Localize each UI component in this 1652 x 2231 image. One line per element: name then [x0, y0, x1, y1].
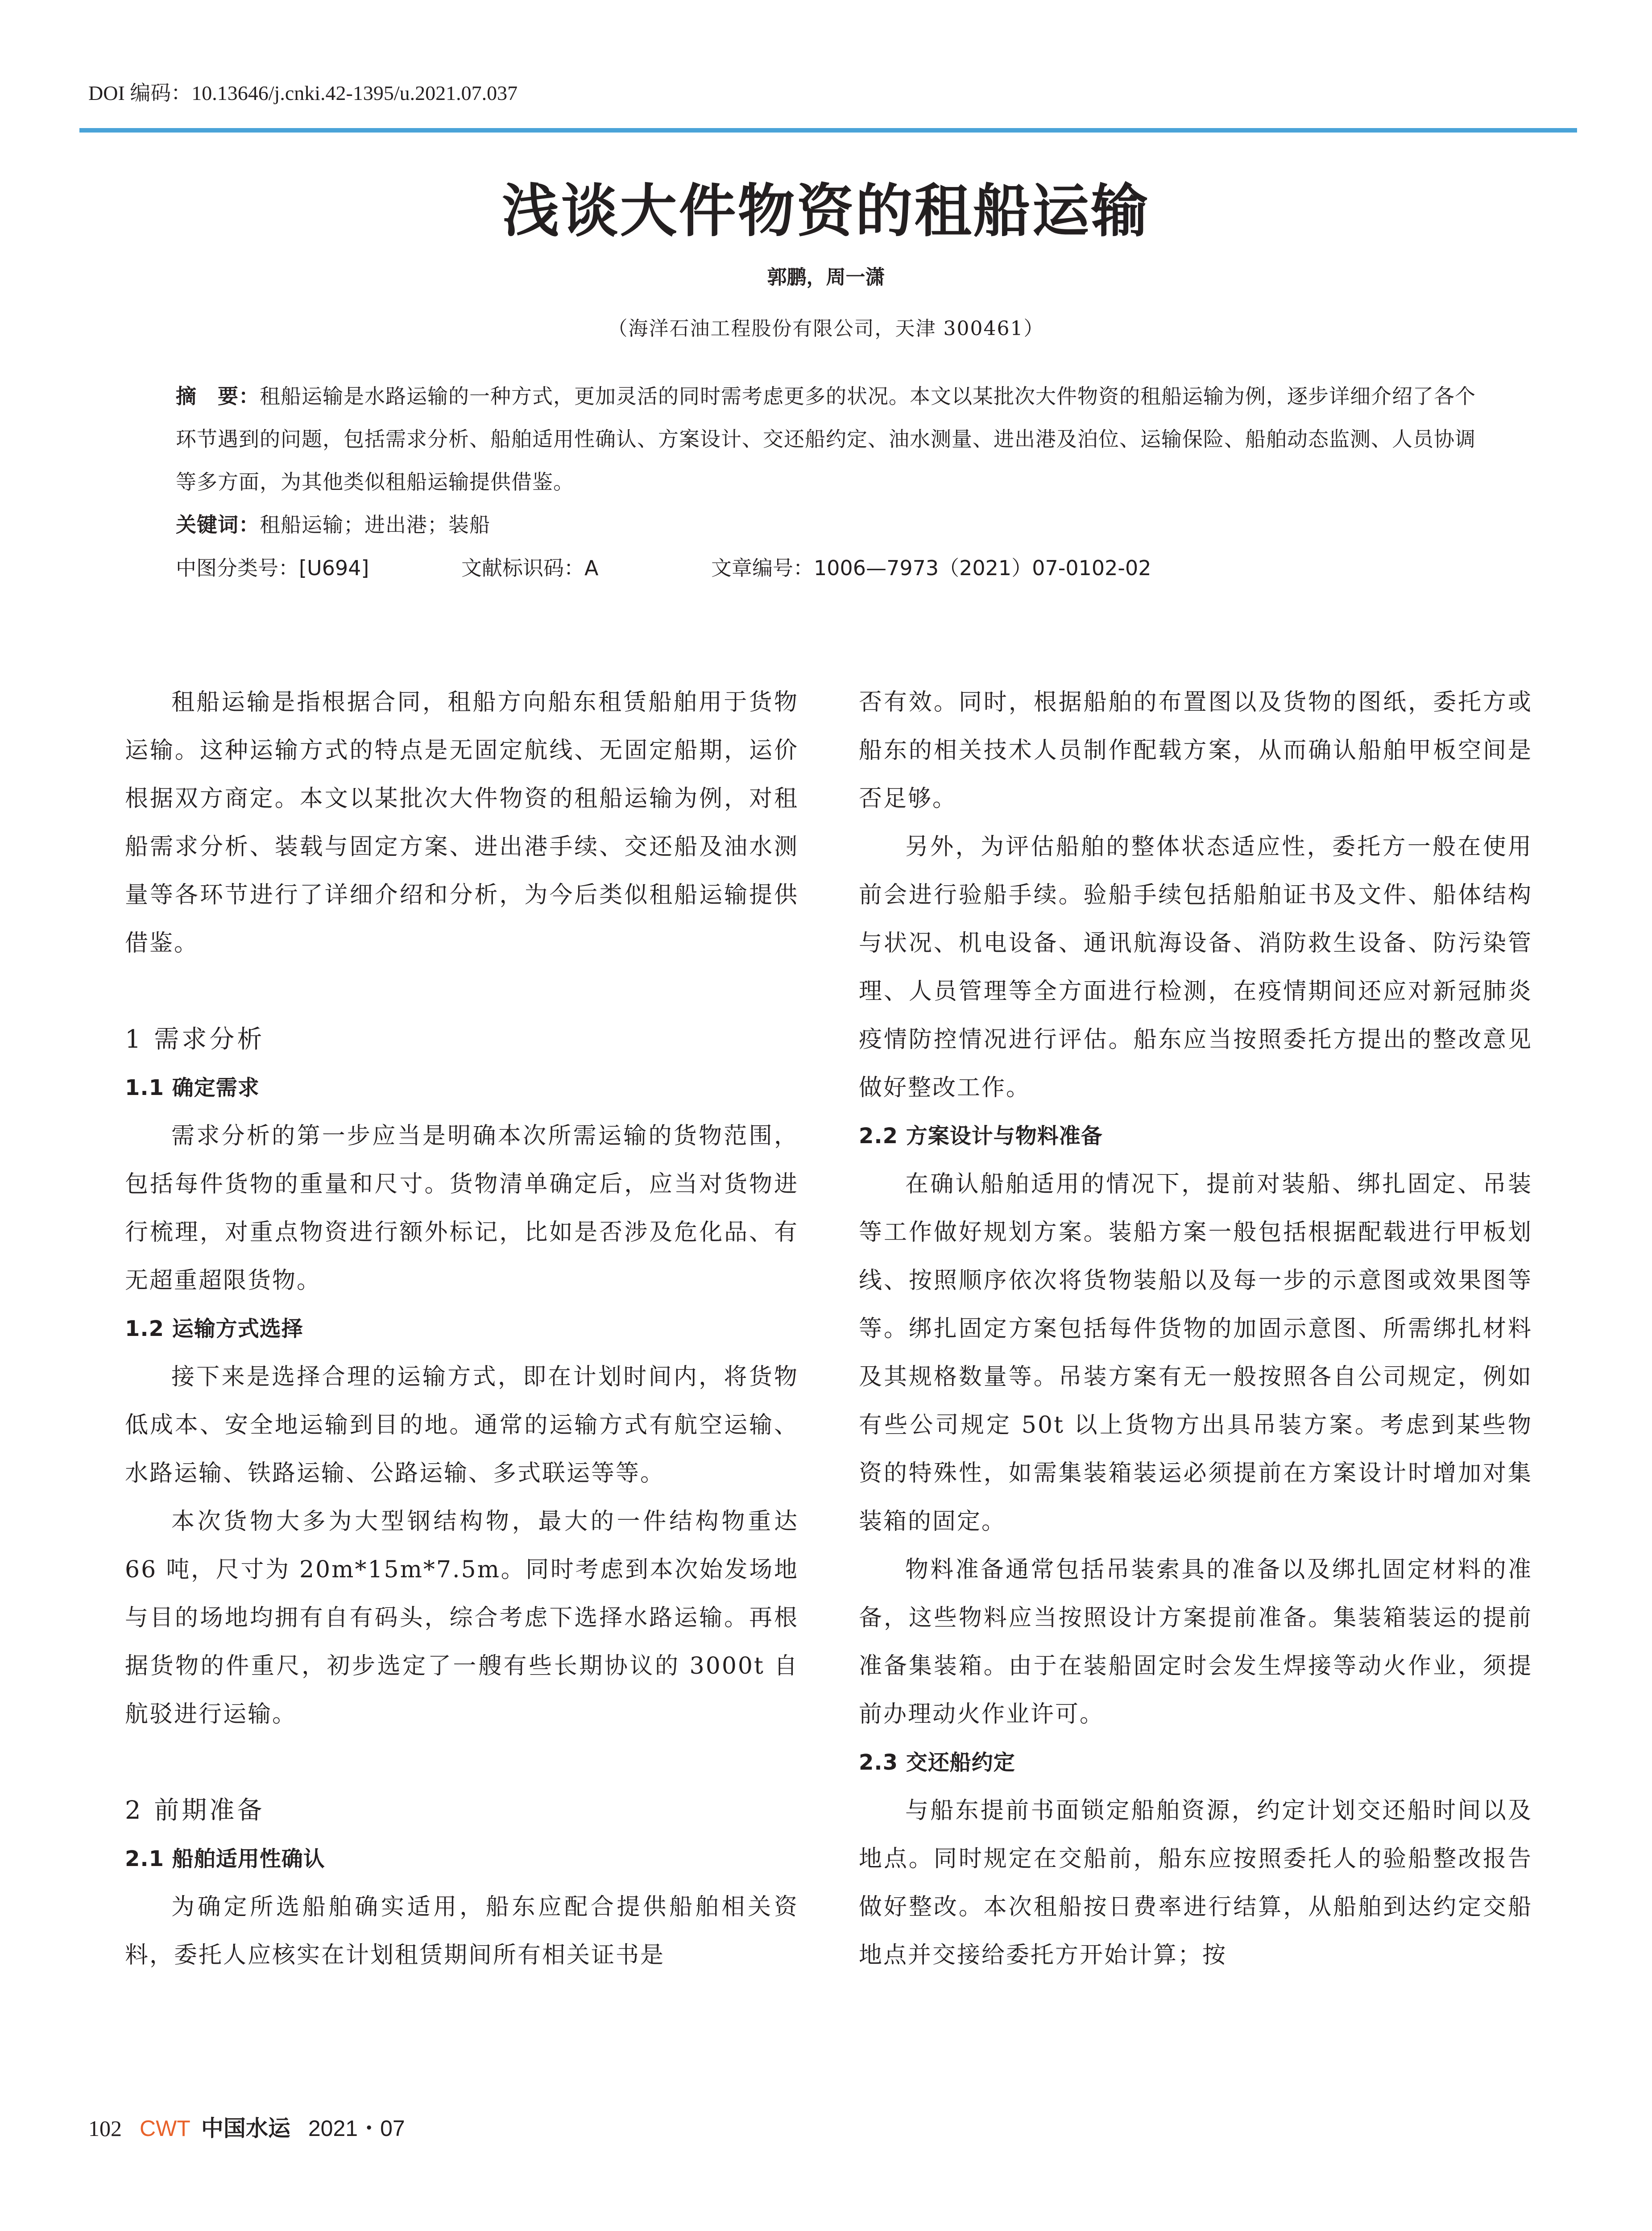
- right-column: [859, 678, 1532, 1979]
- journal-logo: CWT: [140, 2116, 190, 2141]
- article-authors: 郭鹏，周一潇: [767, 266, 885, 289]
- section-2-1-paragraph-2: 另外，为评估船舶的整体状态适应性，委托方一般在使用前会进行验船手续。验船手续包括船舶证书及文件、船体结构与状况、机电设备、通讯航海设备、消防救生设备、防污染管理、人员管理等全方面进行检测，在疫情期间还应对新冠肺炎疫情防控情况进行评估。船东应当按照委托方提出的整改意见做好整改工作。: [859, 834, 1532, 1101]
- abstract-label: 摘 要：: [176, 384, 260, 408]
- section-2-2-heading: 2.2 方案设计与物料准备: [859, 1124, 1103, 1149]
- section-1-1-heading: 1.1 确定需求: [125, 1075, 260, 1100]
- document-code: 文献标识码：A: [461, 556, 599, 580]
- keywords: [176, 503, 1496, 546]
- classification-line: [176, 547, 1496, 589]
- section-1-2-paragraph-1: 接下来是选择合理的运输方式，即在计划时间内，将货物低成本、安全地运输到目的地。通常的运输方式有航空运输、水路运输、铁路运输、公路运输、多式联运等等。: [125, 1364, 799, 1487]
- section-2-1-paragraph-1: 为确定所选船舶确实适用，船东应配合提供船舶相关资料，委托人应核实在计划租赁期间所有相关证书是: [125, 1894, 799, 1969]
- intro-paragraph: 租船运输是指根据合同，租船方向船东租赁船舶用于货物运输。这种运输方式的特点是无固定航线、无固定船期，运价根据双方商定。本文以某批次大件物资的租船运输为例，对租船需求分析、装载与固定方案、进出港手续、交还船及油水测量等各环节进行了详细介绍和分析，为今后类似租船运输提供借鉴。: [125, 689, 799, 957]
- abstract-text: 租船运输是水路运输的一种方式，更加灵活的同时需考虑更多的状况。本文以某批次大件物资的租船运输为例，逐步详细介绍了各个环节遇到的问题，包括需求分析、船舶适用性确认、方案设计、交还船约定、油水测量、进出港及泊位、运输保险、船舶动态监测、人员协调等多方面，为其他类似租船运输提供借鉴。: [176, 384, 1476, 494]
- doi-code: DOI 编码：10.13646/j.cnki.42-1395/u.2021.07.037: [88, 82, 518, 104]
- page-footer: [88, 2111, 405, 2146]
- header-rule: [79, 128, 1577, 133]
- article-number: 文章编号：1006—7973（2021）07-0102-02: [711, 556, 1151, 580]
- section-2-2-paragraph-2: 物料准备通常包括吊装索具的准备以及绑扎固定材料的准备，这些物料应当按照设计方案提前准备。集装箱装运的提前准备集装箱。由于在装船固定时会发生焊接等动火作业，须提前办理动火作业许可。: [859, 1556, 1532, 1728]
- section-2-3-heading: 2.3 交还船约定: [859, 1750, 1015, 1775]
- keywords-text: 租船运输；进出港；装船: [260, 513, 490, 537]
- section-1-2-heading: 1.2 运输方式选择: [125, 1316, 303, 1341]
- section-2-2-paragraph-1: 在确认船舶适用的情况下，提前对装船、绑扎固定、吊装等工作做好规划方案。装船方案一般包括根据配载进行甲板划线、按照顺序依次将货物装船以及每一步的示意图或效果图等等。绑扎固定方案包括每件货物的加固示意图、所需绑扎材料及其规格数量等。吊装方案有无一般按照各自公司规定，例如有些公司规定 50t 以上货物方出具吊装方案。考虑到某些物资的特殊性，如需集装箱装运必须提前在方案设计时增加对集装箱的固定。: [859, 1171, 1532, 1535]
- abstract-block: [176, 375, 1496, 546]
- keywords-label: 关键词：: [176, 513, 260, 537]
- section-1-heading: 1 需求分析: [125, 1025, 265, 1054]
- abstract: [176, 375, 1496, 503]
- page-number: 102: [88, 2116, 122, 2141]
- section-2-1-heading: 2.1 船舶适用性确认: [125, 1846, 325, 1871]
- journal-issue: 2021・07: [308, 2116, 405, 2141]
- section-2-1-paragraph-1-continued: 否有效。同时，根据船舶的布置图以及货物的图纸，委托方或船东的相关技术人员制作配载方案，从而确认船舶甲板空间是否足够。: [859, 689, 1532, 812]
- left-column: [125, 678, 799, 1979]
- clc-number: 中图分类号：[U694]: [176, 556, 369, 580]
- article-affiliation: （海洋石油工程股份有限公司，天津 300461）: [608, 317, 1044, 340]
- section-2-3-paragraph-1: 与船东提前书面锁定船舶资源，约定计划交还船时间以及地点。同时规定在交船前，船东应按照委托人的验船整改报告做好整改。本次租船按日费率进行结算，从船舶到达约定交船地点并交接给委托方开始计算；按: [859, 1797, 1532, 1969]
- journal-name: 中国水运: [201, 2115, 290, 2141]
- section-1-1-paragraph: 需求分析的第一步应当是明确本次所需运输的货物范围，包括每件货物的重量和尺寸。货物清单确定后，应当对货物进行梳理，对重点物资进行额外标记，比如是否涉及危化品、有无超重超限货物。: [125, 1123, 799, 1294]
- article-title: 浅谈大件物资的租船运输: [502, 178, 1150, 245]
- section-2-heading: 2 前期准备: [125, 1796, 265, 1825]
- section-1-2-paragraph-2: 本次货物大多为大型钢结构物，最大的一件结构物重达 66 吨，尺寸为 20m*15m*7.5m。同时考虑到本次始发场地与目的场地均拥有自有码头，综合考虑下选择水路运输。再根据货物的件重尺，初步选定了一艘有些长期协议的 3000t 自航驳进行运输。: [125, 1508, 799, 1728]
